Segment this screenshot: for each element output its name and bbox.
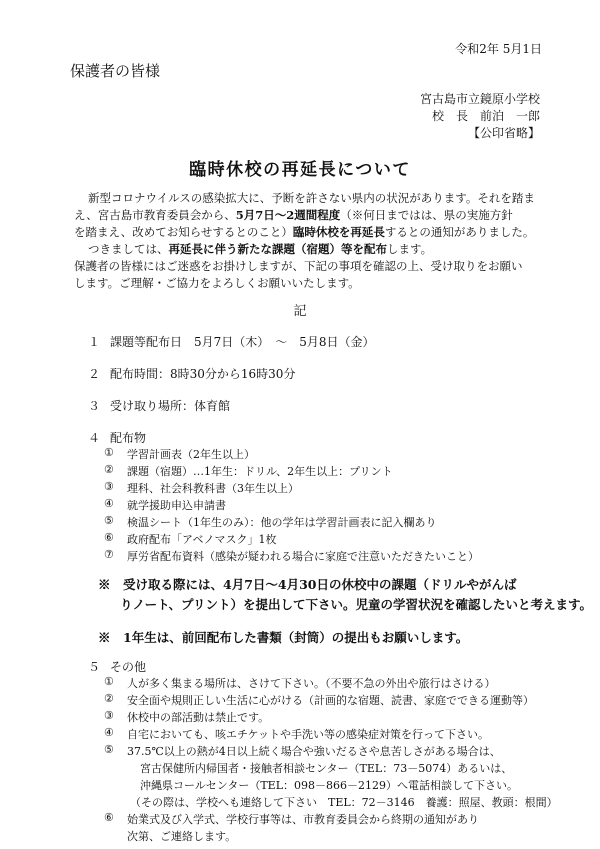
closure-extension-emphasis: 臨時休校を再延長	[292, 225, 385, 239]
item-4-distribution-items: 配布物	[110, 431, 147, 445]
intro-line-1: 新型コロナウイルスの感染拡大に、予断を許さない県内の状況があります。それを踏ま	[88, 191, 535, 205]
distribution-1-text: 学習計画表（2年生以上）	[127, 448, 255, 461]
item-1-number: １	[88, 335, 101, 349]
intro-line-4-end: します。	[387, 242, 433, 256]
intro-line-4	[88, 241, 432, 257]
ki-heading: 記	[293, 304, 307, 319]
intro-line-3-start: を踏まえ、改めてお知らせするとのこと）	[74, 225, 293, 239]
distribution-4-text: 就学援助申込申請書	[127, 499, 226, 512]
note-return-assignments-line-2: りノート、プリント）を提出して下さい。児童の学習状況を確認したいと考えます。	[120, 597, 593, 612]
other-5-school-contact: （その際は、学校へも連絡して下さい TEL：72－3146 養護：照屋、教頭：根間）	[130, 796, 558, 809]
sender-principal: 校 長 前泊 一郎	[431, 109, 540, 123]
other-3-number: ③	[104, 709, 114, 722]
distribution-3-text: 理科、社会科教科書（3年生以上）	[127, 482, 299, 495]
note-return-assignments-line-1: ※ 受け取る際には、4月7日～4月30日の休校中の課題（ドリルやがんば	[98, 577, 517, 592]
intro-line-4-start: つきましては、	[88, 242, 169, 256]
distribution-6-number: ⑥	[104, 531, 114, 544]
other-3-text: 休校中の部活動は禁止です。	[127, 711, 270, 724]
note-first-grade-documents: ※ 1年生は、前回配布した書類（封筒）の提出もお願いします。	[98, 630, 469, 645]
item-1-distribution-date: 課題等配布日 5月7日（木） ～ 5月8日（金）	[110, 335, 375, 349]
distribution-5-number: ⑤	[104, 514, 114, 527]
distribution-3-number: ③	[104, 480, 114, 493]
other-6-text: 始業式及び入学式、学校行事等は、市教育委員会から終期の通知があり	[127, 813, 479, 826]
distribution-2-text: 課題（宿題）…1年生：ドリル、2年生以上：プリント	[127, 465, 393, 478]
other-6-number: ⑥	[104, 811, 114, 824]
item-2-distribution-time: 配布時間：8時30分から16時30分	[110, 367, 296, 381]
item-5-number: ５	[88, 660, 101, 674]
other-2-number: ②	[104, 692, 114, 705]
distribution-2-number: ②	[104, 463, 114, 476]
other-6-continued: 次第、ご連絡します。	[127, 830, 237, 843]
intro-line-3-end: するとの通知がありました。	[384, 225, 535, 239]
extension-period: 5月7日～2週間程度	[235, 208, 341, 222]
distribution-1-number: ①	[104, 446, 114, 459]
intro-line-2-start: え、宮古島市教育委員会から、	[74, 208, 236, 222]
sender-school: 宮古島市立鏡原小学校	[419, 92, 540, 106]
distribution-5-text: 検温シート（1年生のみ）：他の学年は学習計画表に記入欄あり	[127, 516, 437, 529]
other-5-number: ⑤	[104, 743, 114, 756]
item-3-number: ３	[88, 399, 101, 413]
other-5-call-center: 沖縄県コールセンター（TEL：098－866－2129）へ電話相談して下さい。	[140, 779, 518, 792]
addressee: 保護者の皆様	[70, 62, 161, 80]
intro-line-2	[74, 207, 513, 223]
intro-line-2-end: （※何日まではは、県の実施方針	[340, 208, 513, 222]
intro-line-5: 保護者の皆様にはご迷惑をお掛けしますが、下記の事項を確認の上、受け取りをお願い	[74, 259, 523, 273]
document-date: 令和2年 5月1日	[455, 42, 542, 56]
item-2-number: ２	[88, 367, 101, 381]
other-1-number: ①	[104, 675, 114, 688]
item-5-other-title: その他	[110, 660, 147, 674]
distribution-7-number: ⑦	[104, 548, 114, 561]
new-assignments-emphasis: 再延長に伴う新たな課題（宿題）等を配布	[168, 242, 387, 256]
other-5-consultation-center: 宮古保健所内帰国者・接触者相談センター（TEL：73－5074）あるいは、	[140, 762, 513, 775]
distribution-6-text: 政府配布「アベノマスク」1枚	[127, 533, 277, 546]
document-title: 臨時休校の再延長について	[189, 160, 411, 180]
distribution-7-text: 厚労省配布資料（感染が疑われる場合に家庭で注意いただきたいこと）	[127, 550, 479, 563]
other-2-text: 安全面や規則正しい生活に心がける（計画的な宿題、読書、家庭でできる運動等）	[127, 694, 534, 707]
other-5-text: 37.5℃以上の熱が4日以上続く場合や強いだるさや息苦しさがある場合は、	[127, 745, 501, 758]
distribution-4-number: ④	[104, 497, 114, 510]
item-3-pickup-location: 受け取り場所：体育館	[110, 399, 231, 413]
other-1-text: 人が多く集まる場所は、さけて下さい。（不要不急の外出や旅行はさける）	[127, 677, 496, 690]
other-4-number: ④	[104, 726, 114, 739]
item-4-number: ４	[88, 431, 101, 445]
seal-omitted-note: 【公印省略】	[467, 126, 540, 140]
intro-line-6: します。ご理解・ご協力をよろしくお願いいたします。	[74, 276, 360, 290]
intro-line-3	[74, 224, 534, 240]
other-4-text: 自宅においても、咳エチケットや手洗い等の感染症対策を行って下さい。	[127, 728, 490, 741]
